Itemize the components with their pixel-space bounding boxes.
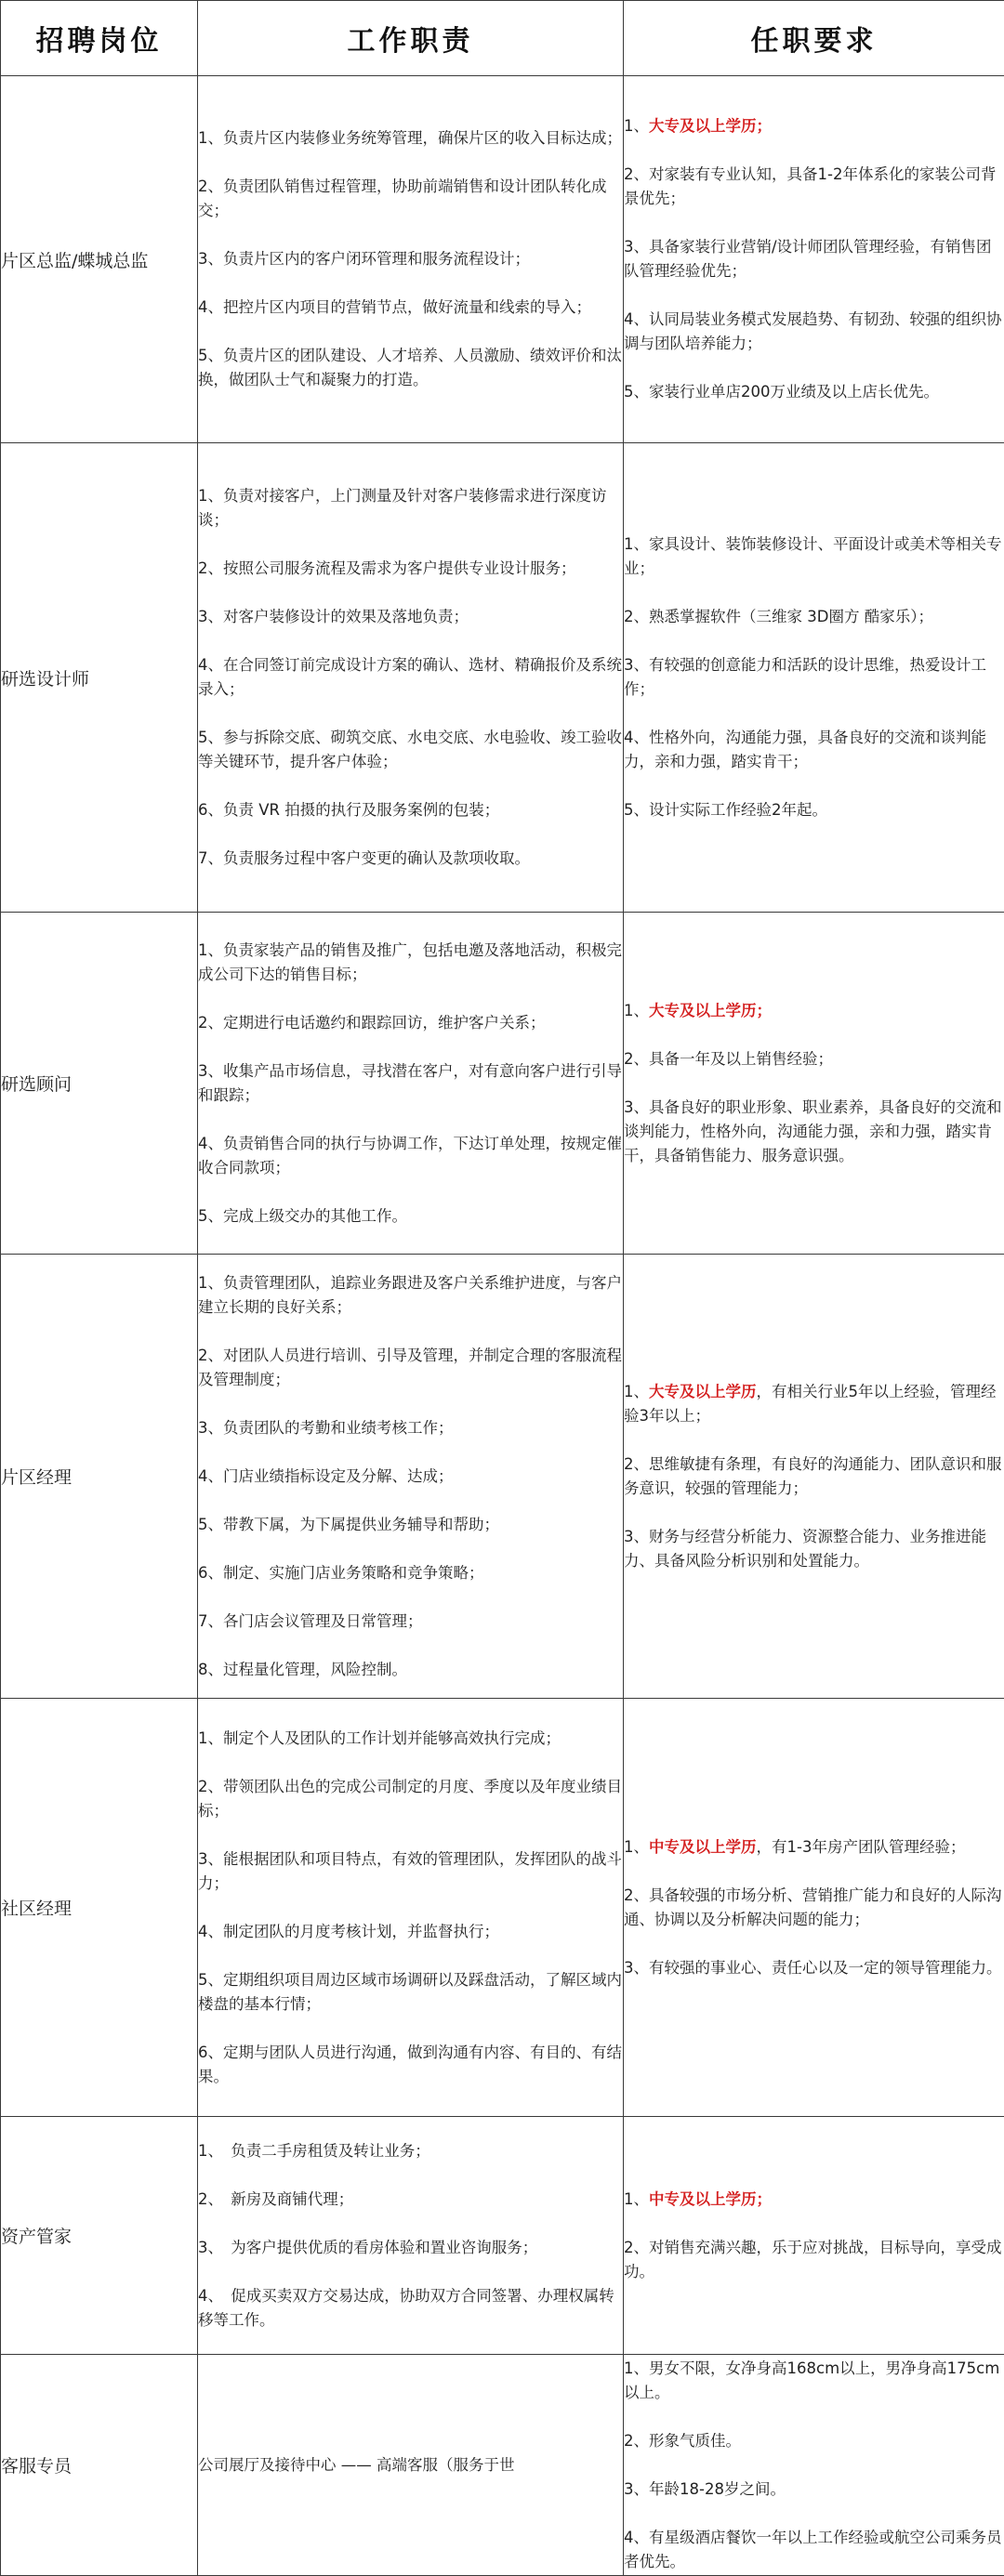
requirement-text: 2、思维敏捷有条理，有良好的沟通能力、团队意识和服务意识，较强的管理能力； [624, 1455, 1002, 1497]
duty-item: 5、负责片区的团队建设、人才培养、人员激励、绩效评价和汰换，做团队士气和凝聚力的打造。 [198, 344, 623, 392]
header-duties: 工作职责 [198, 1, 624, 76]
header-requirements: 任职要求 [624, 1, 1004, 76]
duty-item: 2、按照公司服务流程及需求为客户提供专业设计服务； [198, 557, 623, 581]
requirement-text: 3、有较强的事业心、责任心以及一定的领导管理能力。 [624, 1959, 1002, 1977]
requirement-text: 1、 [624, 2190, 649, 2208]
requirement-item [624, 114, 1004, 138]
duty-item: 5、带教下属，为下属提供业务辅导和帮助； [198, 1513, 623, 1537]
requirement-text: 4、认同局装业务模式发展趋势、有韧劲、较强的组织协调与团队培养能力； [624, 310, 1002, 352]
requirement-item [624, 1835, 1004, 1860]
duty-item: 2、带领团队出色的完成公司制定的月度、季度以及年度业绩目标； [198, 1775, 623, 1823]
duty-item: 1、负责对接客户，上门测量及针对客户装修需求进行深度访谈； [198, 484, 623, 532]
requirement-item [624, 999, 1004, 1023]
requirement-text: 5、设计实际工作经验2年起。 [624, 801, 827, 819]
position-cell: 研选设计师 [1, 443, 198, 913]
table-row [1, 2355, 1004, 2576]
duty-item: 3、 为客户提供优质的看房体验和置业咨询服务； [198, 2236, 623, 2260]
duty-item: 公司展厅及接待中心 —— 高端客服（服务于世 [198, 2453, 623, 2477]
requirements-cell [624, 76, 1004, 443]
duty-item: 8、过程量化管理，风险控制。 [198, 1658, 623, 1682]
duty-item: 6、定期与团队人员进行沟通，做到沟通有内容、有目的、有结果。 [198, 2041, 623, 2089]
requirement-item [624, 380, 1004, 404]
requirement-text: 2、具备较强的市场分析、营销推广能力和良好的人际沟通、协调以及分析解决问题的能力； [624, 1886, 1002, 1928]
requirement-item [624, 2357, 1004, 2405]
requirement-item [624, 2477, 1004, 2502]
table-row [1, 1699, 1004, 2117]
requirement-item [624, 726, 1004, 774]
education-requirement: 大专及以上学历 [649, 1383, 757, 1400]
requirement-item [624, 532, 1004, 581]
education-requirement: 大专及以上学历； [649, 117, 772, 135]
table-row [1, 2117, 1004, 2355]
education-requirement: 中专及以上学历 [649, 1838, 757, 1856]
requirement-item [624, 605, 1004, 629]
duty-item: 4、在合同签订前完成设计方案的确认、选材、精确报价及系统录入； [198, 653, 623, 702]
requirement-text: 1、男女不限，女净身高168cm以上，男净身高175cm以上。 [624, 2359, 999, 2401]
table-row [1, 913, 1004, 1255]
requirement-text: 1、 [624, 1383, 649, 1400]
education-requirement: 大专及以上学历； [649, 1002, 772, 1019]
requirement-item [624, 1047, 1004, 1071]
requirements-cell [624, 913, 1004, 1255]
education-requirement: 中专及以上学历； [649, 2190, 772, 2208]
requirement-item [624, 1525, 1004, 1573]
duties-cell [198, 2355, 624, 2576]
duty-item: 7、负责服务过程中客户变更的确认及款项收取。 [198, 847, 623, 871]
requirement-text: ，有1-3年房产团队管理经验； [757, 1838, 966, 1856]
duty-item: 6、制定、实施门店业务策略和竞争策略； [198, 1561, 623, 1585]
requirement-text: 2、对家装有专业认知，具备1-2年体系化的家装公司背景优先； [624, 165, 996, 207]
duty-item: 2、定期进行电话邀约和跟踪回访，维护客户关系； [198, 1011, 623, 1035]
duties-cell [198, 76, 624, 443]
duties-cell [198, 1699, 624, 2117]
requirement-item [624, 653, 1004, 702]
duty-item: 3、负责团队的考勤和业绩考核工作； [198, 1416, 623, 1440]
position-cell: 片区总监/蝶城总监 [1, 76, 198, 443]
requirement-item [624, 1884, 1004, 1932]
requirement-item [624, 2429, 1004, 2453]
requirement-text: 3、年龄18-28岁之间。 [624, 2480, 786, 2498]
duty-item: 4、制定团队的月度考核计划，并监督执行； [198, 1920, 623, 1944]
duty-item: 5、完成上级交办的其他工作。 [198, 1204, 623, 1229]
duty-item: 4、负责销售合同的执行与协调工作，下达订单处理，按规定催收合同款项； [198, 1132, 623, 1180]
duty-item: 5、参与拆除交底、砌筑交底、水电交底、水电验收、竣工验收等关键环节，提升客户体验； [198, 726, 623, 774]
requirement-text: 4、有星级酒店餐饮一年以上工作经验或航空公司乘务员者优先。 [624, 2529, 1002, 2570]
requirements-cell [624, 1255, 1004, 1699]
table-body [1, 76, 1004, 2576]
position-cell: 研选顾问 [1, 913, 198, 1255]
duty-item: 2、对团队人员进行培训、引导及管理，并制定合理的客服流程及管理制度； [198, 1344, 623, 1392]
duty-item: 2、 新房及商铺代理； [198, 2188, 623, 2212]
requirement-text: 3、具备家装行业营销/设计师团队管理经验，有销售团队管理经验优先； [624, 238, 992, 280]
requirement-item [624, 2236, 1004, 2284]
requirement-text: ，有相关行业5年以上经验，管理经验3年以上； [624, 1383, 997, 1425]
requirements-cell [624, 443, 1004, 913]
duty-item: 5、定期组织项目周边区域市场调研以及踩盘活动，了解区域内楼盘的基本行情； [198, 1968, 623, 2017]
header-position: 招聘岗位 [1, 1, 198, 76]
duty-item: 1、制定个人及团队的工作计划并能够高效执行完成； [198, 1727, 623, 1751]
duty-item: 4、 促成买卖双方交易达成，协助双方合同签署、办理权属转移等工作。 [198, 2284, 623, 2333]
requirement-text: 2、具备一年及以上销售经验； [624, 1050, 833, 1068]
requirement-item [624, 1956, 1004, 1980]
duties-cell [198, 913, 624, 1255]
table-row [1, 1255, 1004, 1699]
requirements-cell [624, 1699, 1004, 2117]
duties-cell [198, 1255, 624, 1699]
table-header-row [1, 1, 1004, 76]
duty-item: 3、收集产品市场信息，寻找潜在客户，对有意向客户进行引导和跟踪； [198, 1059, 623, 1108]
requirements-cell [624, 2117, 1004, 2355]
duties-cell [198, 443, 624, 913]
requirement-text: 2、对销售充满兴趣，乐于应对挑战，目标导向，享受成功。 [624, 2239, 1002, 2280]
duty-item: 7、各门店会议管理及日常管理； [198, 1610, 623, 1634]
duty-item: 1、 负责二手房租赁及转让业务； [198, 2139, 623, 2163]
requirement-item [624, 2526, 1004, 2574]
duty-item: 4、门店业绩指标设定及分解、达成； [198, 1465, 623, 1489]
requirement-item [624, 308, 1004, 356]
table-row [1, 443, 1004, 913]
position-cell: 社区经理 [1, 1699, 198, 2117]
requirement-text: 3、有较强的创意能力和活跃的设计思维，热爱设计工作； [624, 656, 986, 698]
requirement-item [624, 1452, 1004, 1501]
duty-item: 6、负责 VR 拍摄的执行及服务案例的包装； [198, 798, 623, 822]
duty-item: 3、负责片区内的客户闭环管理和服务流程设计； [198, 247, 623, 271]
requirement-text: 1、家具设计、装饰装修设计、平面设计或美术等相关专业； [624, 535, 1002, 577]
requirement-text: 5、家装行业单店200万业绩及以上店长优先。 [624, 383, 939, 401]
duty-item: 3、能根据团队和项目特点，有效的管理团队，发挥团队的战斗力； [198, 1847, 623, 1896]
duty-item: 1、负责管理团队，追踪业务跟进及客户关系维护进度，与客户建立长期的良好关系； [198, 1271, 623, 1320]
requirement-text: 2、形象气质佳。 [624, 2432, 741, 2450]
requirement-item [624, 163, 1004, 211]
requirement-item [624, 1096, 1004, 1168]
duties-cell [198, 2117, 624, 2355]
duty-item: 1、负责片区内装修业务统筹管理，确保片区的收入目标达成； [198, 126, 623, 151]
table-row [1, 76, 1004, 443]
requirement-text: 4、性格外向，沟通能力强，具备良好的交流和谈判能力，亲和力强，踏实肯干； [624, 729, 986, 770]
requirements-cell [624, 2355, 1004, 2576]
duty-item: 1、负责家装产品的销售及推广，包括电邀及落地活动，积极完成公司下达的销售目标； [198, 939, 623, 987]
requirement-text: 1、 [624, 1002, 649, 1019]
duty-item: 4、把控片区内项目的营销节点，做好流量和线索的导入； [198, 296, 623, 320]
requirement-text: 3、财务与经营分析能力、资源整合能力、业务推进能力、具备风险分析识别和处置能力。 [624, 1528, 986, 1570]
position-cell: 资产管家 [1, 2117, 198, 2355]
requirement-text: 1、 [624, 1838, 649, 1856]
requirement-item [624, 235, 1004, 283]
requirement-text: 2、熟悉掌握软件（三维家 3D圈方 酷家乐）； [624, 608, 933, 625]
duty-item: 3、对客户装修设计的效果及落地负责； [198, 605, 623, 629]
requirement-text: 1、 [624, 117, 649, 135]
requirement-item [624, 798, 1004, 822]
position-cell: 片区经理 [1, 1255, 198, 1699]
requirement-item [624, 1380, 1004, 1428]
position-cell: 客服专员 [1, 2355, 198, 2576]
duty-item: 2、负责团队销售过程管理，协助前端销售和设计团队转化成交； [198, 175, 623, 223]
requirement-item [624, 2188, 1004, 2212]
requirement-text: 3、具备良好的职业形象、职业素养，具备良好的交流和谈判能力，性格外向，沟通能力强，亲和力强，踏实肯干，具备销售能力、服务意识强。 [624, 1098, 1002, 1164]
